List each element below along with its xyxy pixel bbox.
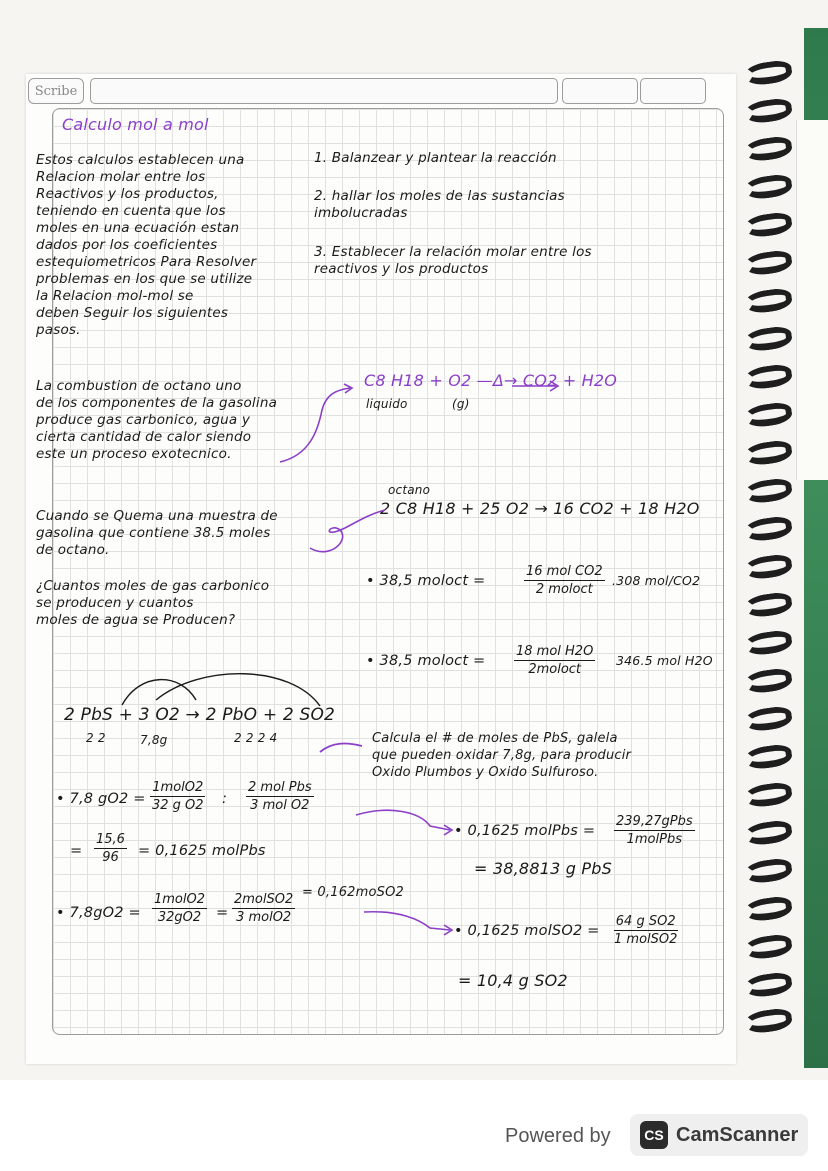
ring-icon	[743, 857, 794, 885]
step-1: 1. Balanzear y plantear la reacción	[314, 150, 557, 166]
calc-pbs-den-2: 3 mol O2	[250, 798, 310, 813]
ring-icon	[743, 401, 794, 429]
calc-so2-lhs: • 7,8gO2 =	[56, 905, 141, 921]
step-2: 2. hallar los moles de las sustancias imbolucradas	[314, 188, 565, 221]
ring-icon	[743, 59, 794, 87]
calc-mass-pbs-den: 1molPbs	[626, 832, 682, 847]
octane-label: octano	[388, 483, 431, 497]
calc-h2o-fraction	[514, 644, 595, 677]
calc-mass-so2-fraction	[612, 914, 679, 947]
ring-icon	[743, 591, 794, 619]
page-title: Calculo mol a mol	[62, 115, 209, 134]
calc-so2-fraction-1	[152, 892, 207, 925]
ring-icon	[743, 211, 794, 239]
ring-icon	[743, 287, 794, 315]
calc-pbs-fraction-3	[94, 832, 127, 865]
calc-pbs-fraction-2	[246, 780, 314, 813]
ring-icon	[743, 515, 794, 543]
calc-h2o-den: 2moloct	[528, 662, 582, 677]
combustion-paragraph: La combustion de octano uno de los componentes de la gasolina produce gas carbonico, agua y cierta cantidad de calor siendo este un proceso exotecnico.	[36, 378, 278, 462]
ring-icon	[743, 325, 794, 353]
ring-icon	[743, 933, 794, 961]
calc-mass-pbs-result: = 38,8813 g PbS	[474, 859, 612, 878]
ring-icon	[743, 135, 794, 163]
calc-h2o-lhs: • 38,5 moloct =	[366, 653, 486, 669]
calc-pbs-num-2: 2 mol Pbs	[248, 780, 312, 795]
ring-icon	[743, 629, 794, 657]
reaction-1-liquid-label: liquido	[366, 397, 408, 411]
camscanner-logo-icon: CS	[640, 1121, 668, 1149]
ring-icon	[743, 477, 794, 505]
ring-icon	[743, 705, 794, 733]
intro-paragraph: Estos calculos establecen una Relacion molar entre los Reactivos y los productos, teniendo en cuenta que los moles en una ecuación estan dados por los coeficientes estequiometricos Para Resolver problemas en los que se utilize la Relacion mol-mol se deben Seguir los siguientes pasos.	[36, 152, 257, 338]
reaction-2-coeff-right: 2 2 2 4	[234, 731, 278, 745]
calc-h2o-result: 346.5 mol H2O	[616, 653, 713, 668]
calc-mass-pbs-lhs: • 0,1625 molPbs =	[454, 823, 596, 839]
ring-icon	[743, 971, 794, 999]
camscanner-name: CamScanner	[676, 1124, 799, 1146]
calc-pbs-den-3: 96	[102, 850, 119, 865]
calc-so2-fraction-2	[232, 892, 295, 925]
calc-co2-lhs: • 38,5 moloct =	[366, 573, 486, 589]
calc-so2-num-2: 2molSO2	[234, 892, 294, 907]
calc-h2o-num: 18 mol H2O	[516, 644, 594, 659]
problem-2-paragraph: Calcula el # de moles de PbS, galela que pueden oxidar 7,8g, para producir Oxido Plumbos y Oxido Sulfuroso.	[372, 731, 632, 780]
balanced-equation: 2 C8 H18 + 25 O2 → 16 CO2 + 18 H2O	[380, 499, 700, 518]
reaction-1-equation: C8 H18 + O2 —Δ→ CO2 + H2O	[364, 371, 618, 390]
calc-pbs-equals: =	[70, 843, 83, 859]
header-field-main	[90, 78, 558, 104]
ring-icon	[743, 667, 794, 695]
ring-icon	[743, 363, 794, 391]
calc-co2-result: .308 mol/CO2	[612, 573, 701, 588]
calc-pbs-times: :	[222, 791, 228, 807]
ring-icon	[743, 553, 794, 581]
ring-icon	[743, 439, 794, 467]
question-paragraph: Cuando se Quema una muestra de gasolina que contiene 38.5 moles de octano.	[36, 508, 278, 558]
ring-icon	[743, 819, 794, 847]
ring-icon	[743, 1007, 794, 1035]
reaction-2-mass: 7,8g	[140, 733, 168, 747]
ring-icon	[743, 249, 794, 277]
powered-by-text: Powered by	[505, 1125, 611, 1147]
brand-label: Scribe	[28, 78, 84, 104]
calc-pbs-den-1: 32 g O2	[152, 798, 204, 813]
calc-so2-num-1: 1molO2	[154, 892, 206, 907]
reaction-2-coeff-left: 2 2	[86, 731, 106, 745]
ring-icon	[743, 781, 794, 809]
calc-pbs-num-1: 1molO2	[152, 780, 204, 795]
calc-so2-den-1: 32gO2	[157, 910, 202, 925]
ring-icon	[743, 895, 794, 923]
header-field-date	[562, 78, 638, 104]
calc-so2-result: = 0,162moSO2	[302, 885, 405, 900]
calc-so2-times: =	[216, 905, 229, 921]
calc-pbs-result: = 0,1625 molPbs	[138, 843, 266, 859]
calc-pbs-lhs: • 7,8 gO2 =	[56, 791, 146, 807]
calc-mass-so2-lhs: • 0,1625 molSO2 =	[454, 923, 600, 939]
calc-co2-den: 2 moloct	[535, 582, 593, 597]
ring-icon	[743, 743, 794, 771]
calc-pbs-num-3: 15,6	[96, 832, 125, 847]
calc-so2-den-2: 3 molO2	[236, 910, 292, 925]
calc-mass-so2-den: 1 molSO2	[614, 932, 678, 947]
ring-icon	[743, 97, 794, 125]
question-moles: ¿Cuantos moles de gas carbonico se producen y cuantos moles de agua se Producen?	[36, 578, 270, 628]
calc-co2-fraction	[524, 564, 605, 597]
header-field-number	[640, 78, 706, 104]
calc-co2-num: 16 mol CO2	[526, 564, 603, 579]
ring-icon	[743, 173, 794, 201]
calc-mass-so2-num: 64 g SO2	[615, 914, 676, 929]
calc-mass-pbs-fraction	[614, 814, 695, 847]
calc-mass-pbs-num: 239,27gPbs	[616, 814, 693, 829]
calc-pbs-fraction-1	[150, 780, 206, 813]
reaction-2-equation: 2 PbS + 3 O2 → 2 PbO + 2 SO2	[64, 705, 336, 725]
reaction-1-gas-label: (g)	[452, 397, 470, 411]
step-3: 3. Establecer la relación molar entre los reactivos y los productos	[314, 244, 592, 277]
calc-mass-so2-result: = 10,4 g SO2	[458, 971, 568, 990]
spiral-binding	[738, 52, 802, 1042]
